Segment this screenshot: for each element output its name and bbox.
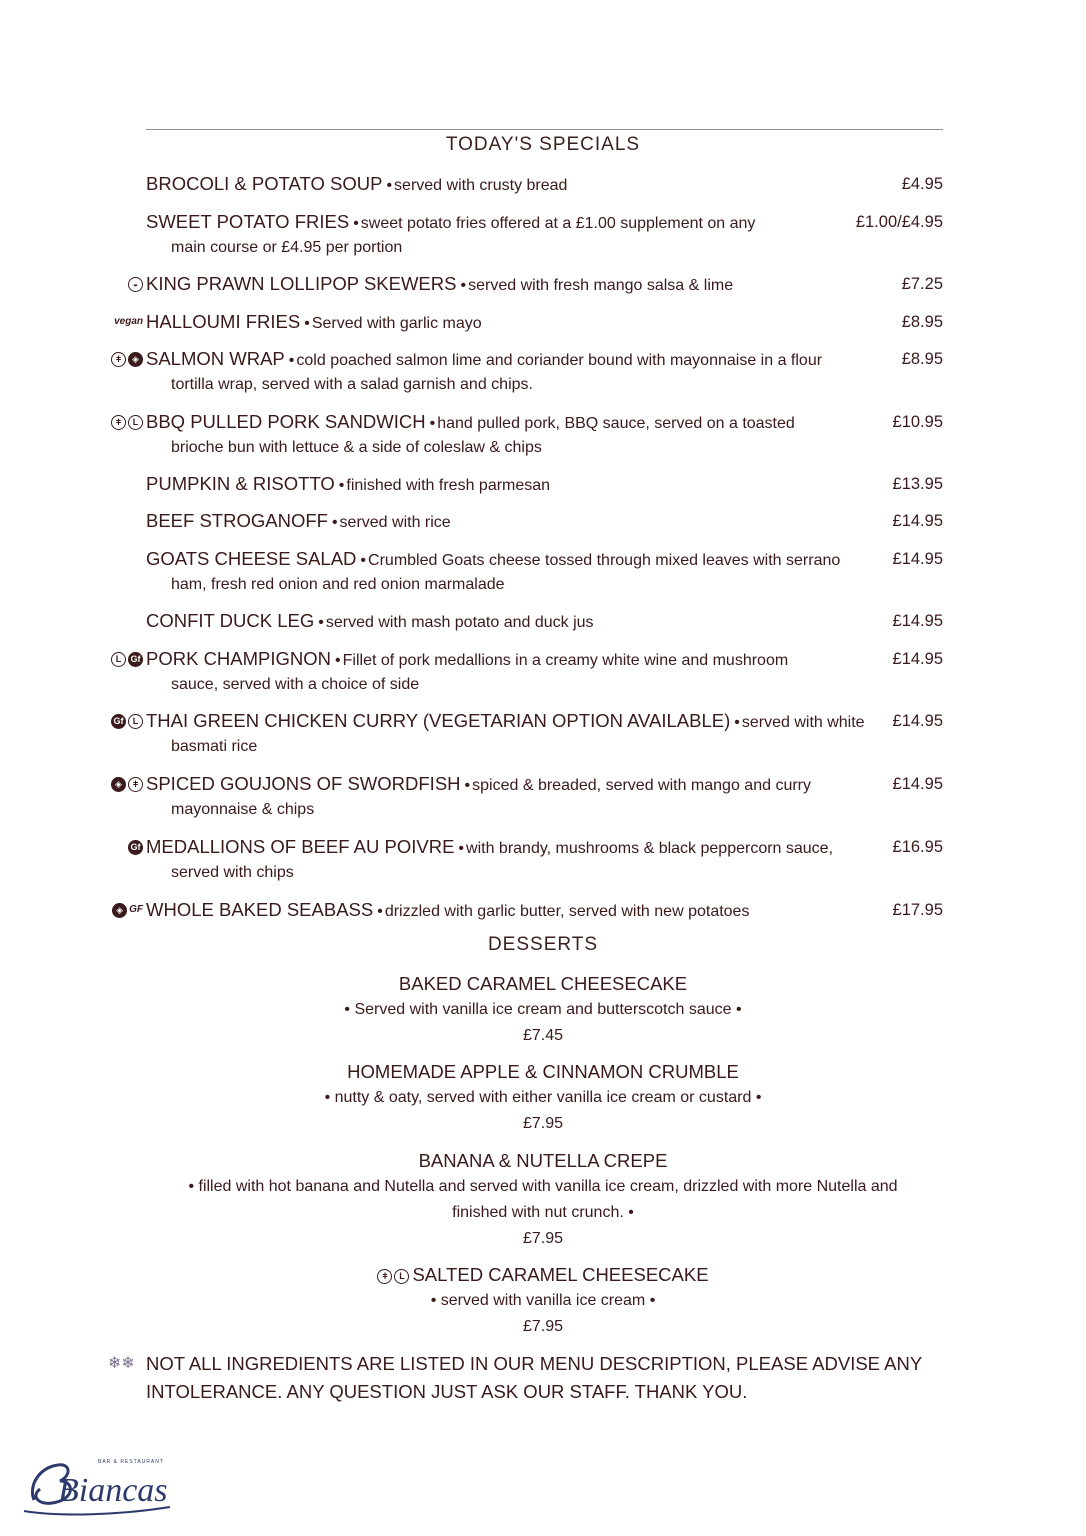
item-price: £14.95 xyxy=(892,775,943,793)
vegetarian-icon: vegan xyxy=(114,316,143,327)
item-name: PUMPKIN & RISOTTO xyxy=(146,473,335,494)
dessert-description: • served with vanilla ice cream • xyxy=(430,1292,656,1309)
dessert-item xyxy=(0,1058,1086,1137)
dietary-icons xyxy=(111,646,146,672)
item-description-continued: main course or £4.95 per portion xyxy=(171,239,403,256)
crustacean-icon: ◒ xyxy=(128,277,143,292)
item-name: BBQ PULLED PORK SANDWICH xyxy=(146,411,426,432)
item-description-continued: mayonnaise & chips xyxy=(171,801,315,818)
allergen-notice xyxy=(108,1350,946,1406)
item-name: BROCOLI & POTATO SOUP xyxy=(146,173,383,194)
item-name: MEDALLIONS OF BEEF AU POIVRE xyxy=(146,836,455,857)
bullet-separator: • xyxy=(335,652,341,669)
item-name: THAI GREEN CHICKEN CURRY (VEGETARIAN OPTION AVAILABLE) xyxy=(146,710,731,731)
dessert-item xyxy=(0,1261,1086,1340)
bullet-separator: • xyxy=(460,277,467,294)
item-name: PORK CHAMPIGNON xyxy=(146,648,332,669)
gluten-icon: ǂ xyxy=(111,415,126,430)
item-price: £7.25 xyxy=(901,275,943,293)
item-price: £10.95 xyxy=(892,413,943,431)
bullet-separator: • xyxy=(734,714,740,731)
fish-icon: ◈ xyxy=(128,352,143,367)
bullet-separator: • xyxy=(331,514,338,531)
item-name: SALMON WRAP xyxy=(146,348,285,369)
dietary-icons xyxy=(128,834,146,860)
item-price: £14.95 xyxy=(892,512,943,530)
special-item xyxy=(146,471,943,497)
dietary-icons xyxy=(128,271,146,297)
bullet-separator: • xyxy=(353,215,359,232)
dairy-icon: L xyxy=(111,652,126,667)
item-price: £14.95 xyxy=(892,550,943,568)
item-description-continued: sauce, served with a choice of side xyxy=(171,676,420,693)
dietary-icons xyxy=(112,897,146,923)
bullet-separator: • xyxy=(318,614,324,631)
dessert-price: £7.95 xyxy=(522,1318,564,1335)
dessert-description: • filled with hot banana and Nutella and served with vanilla ice cream, drizzled with more Nutella and xyxy=(188,1178,898,1195)
dessert-name: BAKED CARAMEL CHEESECAKE xyxy=(398,973,688,994)
gf-text-icon: GF xyxy=(129,904,143,915)
bullet-separator: • xyxy=(288,352,295,369)
item-description-continued: brioche bun with lettuce & a side of coleslaw & chips xyxy=(171,439,542,456)
notice-line-2: INTOLERANCE. ANY QUESTION JUST ASK OUR STAFF. THANK YOU. xyxy=(146,1381,748,1402)
logo-wordmark: Biancas xyxy=(58,1472,168,1509)
dietary-icons xyxy=(114,309,146,335)
item-price: £14.95 xyxy=(892,650,943,668)
dessert-price: £7.95 xyxy=(522,1115,564,1132)
item-name: SPICED GOUJONS OF SWORDFISH xyxy=(146,773,461,794)
item-description: with brandy, mushrooms & black peppercorn sauce, xyxy=(466,840,834,857)
item-description: served with white xyxy=(741,714,865,731)
notice-line-1: NOT ALL INGREDIENTS ARE LISTED IN OUR MENU DESCRIPTION, PLEASE ADVISE ANY xyxy=(146,1353,923,1374)
dessert-name: HOMEMADE APPLE & CINNAMON CRUMBLE xyxy=(347,1061,739,1082)
special-item xyxy=(115,346,943,398)
snowflake-icon: ❄❄ xyxy=(108,1355,135,1372)
item-price: £4.95 xyxy=(901,175,943,193)
dairy-icon: L xyxy=(394,1269,409,1284)
bullet-separator: • xyxy=(464,777,471,794)
bullet-separator: • xyxy=(304,315,310,332)
dessert-name: BANANA & NUTELLA CREPE xyxy=(418,1150,668,1171)
gluten-icon: ǂ xyxy=(377,1269,392,1284)
bullet-separator: • xyxy=(429,415,436,432)
fish-icon: ◈ xyxy=(111,777,126,792)
special-item xyxy=(132,271,943,297)
dessert-name: SALTED CARAMEL CHEESECAKE xyxy=(412,1264,709,1285)
special-item xyxy=(146,546,943,598)
special-item xyxy=(115,771,943,823)
special-item xyxy=(146,171,943,197)
dairy-icon: L xyxy=(128,415,143,430)
dairy-icon: L xyxy=(128,714,143,729)
item-price: £8.95 xyxy=(901,350,943,368)
item-price: £1.00/£4.95 xyxy=(855,213,943,231)
dietary-icons xyxy=(111,771,146,797)
special-item xyxy=(115,646,943,698)
special-item xyxy=(113,708,943,760)
special-item xyxy=(146,508,943,534)
dessert-description: • Served with vanilla ice cream and butterscotch sauce • xyxy=(344,1001,742,1018)
bullet-separator: • xyxy=(458,840,465,857)
item-description: finished with fresh parmesan xyxy=(346,477,551,494)
gluten-free-icon: Gf xyxy=(128,840,143,855)
item-name: KING PRAWN LOLLIPOP SKEWERS xyxy=(146,273,457,294)
item-price: £8.95 xyxy=(901,313,943,331)
special-item xyxy=(115,409,943,461)
dietary-icons xyxy=(377,1269,409,1284)
item-name: BEEF STROGANOFF xyxy=(146,510,328,531)
dessert-item xyxy=(0,1147,1086,1252)
top-rule xyxy=(146,129,943,130)
gluten-icon: ǂ xyxy=(128,777,143,792)
item-price: £17.95 xyxy=(892,901,943,919)
item-description: Crumbled Goats cheese tossed through mixed leaves with serrano xyxy=(368,552,841,569)
bullet-separator: • xyxy=(386,177,393,194)
item-price: £16.95 xyxy=(892,838,943,856)
special-item xyxy=(116,897,943,923)
bullet-separator: • xyxy=(338,477,345,494)
dessert-description-continued: finished with nut crunch. • xyxy=(452,1204,634,1221)
desserts-title: DESSERTS xyxy=(487,934,599,955)
gluten-icon: ǂ xyxy=(111,352,126,367)
biancas-logo xyxy=(20,1445,180,1520)
item-description: served with fresh mango salsa & lime xyxy=(468,277,734,294)
item-name: SWEET POTATO FRIES xyxy=(146,211,350,232)
item-name: HALLOUMI FRIES xyxy=(146,311,301,332)
fish-icon: ◈ xyxy=(112,903,127,918)
logo-tagline: BAR & RESTAURANT xyxy=(98,1459,164,1465)
gluten-free-icon: Gf xyxy=(111,714,126,729)
item-name: WHOLE BAKED SEABASS xyxy=(146,899,374,920)
item-description: drizzled with garlic butter, served with new potatoes xyxy=(384,903,750,920)
special-item xyxy=(146,209,943,261)
item-description-continued: basmati rice xyxy=(171,738,258,755)
item-description: cold poached salmon lime and coriander bound with mayonnaise in a flour xyxy=(296,352,823,369)
bullet-separator: • xyxy=(377,903,383,920)
gluten-free-icon: Gf xyxy=(128,652,143,667)
dietary-icons xyxy=(111,708,146,734)
item-description-continued: tortilla wrap, served with a salad garnish and chips. xyxy=(171,376,533,393)
item-description: served with rice xyxy=(339,514,451,531)
dessert-price: £7.45 xyxy=(522,1027,564,1044)
special-item xyxy=(114,309,943,335)
item-description: hand pulled pork, BBQ sauce, served on a toasted xyxy=(437,415,795,432)
item-name: GOATS CHEESE SALAD xyxy=(146,548,357,569)
item-description-continued: served with chips xyxy=(171,864,294,881)
item-price: £14.95 xyxy=(892,712,943,730)
item-description: served with mash potato and duck jus xyxy=(325,614,594,631)
dessert-item xyxy=(0,970,1086,1049)
special-item xyxy=(146,608,943,634)
item-price: £14.95 xyxy=(892,612,943,630)
item-price: £13.95 xyxy=(892,475,943,493)
bullet-separator: • xyxy=(360,552,367,569)
item-description: Served with garlic mayo xyxy=(311,315,482,332)
dessert-price: £7.95 xyxy=(522,1230,564,1247)
item-name: CONFIT DUCK LEG xyxy=(146,610,315,631)
item-description: served with crusty bread xyxy=(394,177,568,194)
dietary-icons xyxy=(111,409,146,435)
item-description-continued: ham, fresh red onion and red onion marmalade xyxy=(171,576,505,593)
specials-title: TODAY'S SPECIALS xyxy=(445,134,641,155)
dietary-icons xyxy=(111,346,146,372)
item-description: sweet potato fries offered at a £1.00 supplement on any xyxy=(360,215,756,232)
special-item xyxy=(130,834,943,886)
item-description: Fillet of pork medallions in a creamy white wine and mushroom xyxy=(342,652,789,669)
dessert-description: • nutty & oaty, served with either vanilla ice cream or custard • xyxy=(324,1089,762,1106)
item-description: spiced & breaded, served with mango and curry xyxy=(472,777,811,794)
